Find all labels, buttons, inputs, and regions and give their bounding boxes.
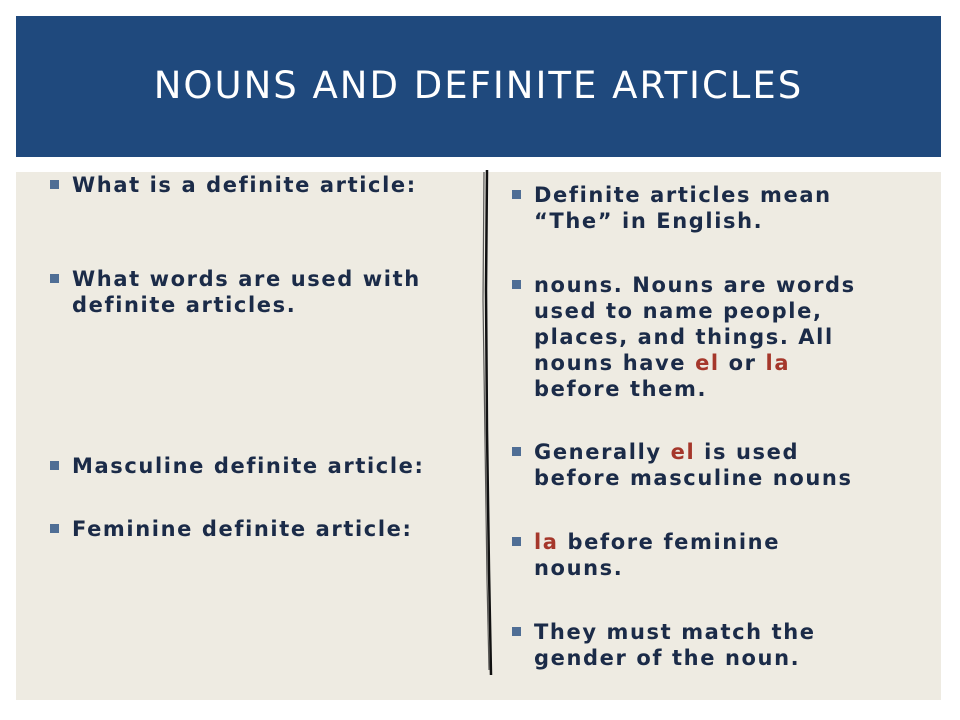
item-line: Definite articles mean [534,183,832,207]
text-fragment: or [719,351,766,375]
article-el: el [695,351,720,375]
right-item-nouns [510,272,856,402]
slide-title: NOUNS AND DEFINITE ARTICLES [153,64,804,107]
text-fragment: Generally [534,440,671,464]
item-line-el-la [534,350,856,376]
article-el: el [670,440,696,464]
left-item-definite-article [48,172,417,198]
square-bullet-icon [512,190,521,199]
left-item-feminine [48,516,412,542]
item-line: before them. [534,377,708,401]
right-item-agreement [510,619,816,671]
item-line: gender of the noun. [534,646,801,670]
item-line: What words are used with [72,267,421,291]
item-line: nouns. [534,556,624,580]
item-text: Masculine definite article: [72,454,425,478]
left-item-masculine [48,453,424,479]
title-bar [16,16,941,157]
text-fragment: before feminine [558,530,781,554]
square-bullet-icon [50,524,59,533]
article-la: la [765,351,791,375]
item-line: nouns. Nouns are words [534,273,856,297]
item-text: Feminine definite article: [72,517,413,541]
square-bullet-icon [512,447,521,456]
right-item-feminine-rule [510,529,780,581]
text-fragment: nouns have [534,351,696,375]
right-item-masculine-rule [510,439,853,491]
square-bullet-icon [50,461,59,470]
right-item-meaning [510,182,832,234]
item-line-el [534,439,853,465]
square-bullet-icon [512,537,521,546]
item-line: definite articles. [72,293,297,317]
item-line: “The” in English. [534,209,764,233]
item-text: What is a definite article: [72,173,417,197]
square-bullet-icon [50,274,59,283]
item-line: They must match the [534,620,816,644]
left-item-words-used [48,266,421,318]
square-bullet-icon [50,180,59,189]
content-area [16,172,941,700]
article-la: la [534,530,559,554]
square-bullet-icon [512,280,521,289]
item-line-la [534,529,780,555]
item-line: places, and things. All [534,325,834,349]
item-line: used to name people, [534,299,823,323]
item-line: before masculine nouns [534,466,853,490]
column-divider [481,170,497,675]
text-fragment: is used [695,440,800,464]
square-bullet-icon [512,627,521,636]
